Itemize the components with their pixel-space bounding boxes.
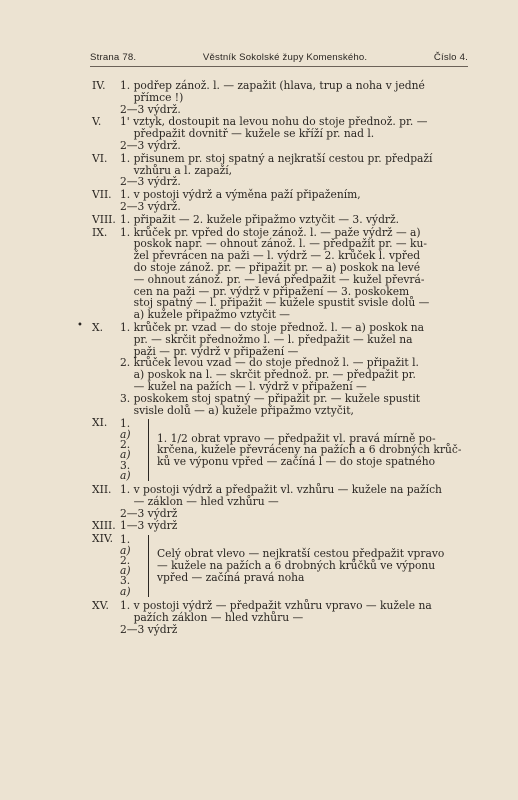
exercise-4: [92, 80, 468, 115]
bracket-mark: a): [120, 584, 131, 598]
bracket-text: [157, 433, 461, 468]
exercise-number: IV.: [92, 79, 106, 92]
exercise-line: — kužele na pažích a 6 drobných krůčků ve výponu: [157, 559, 436, 573]
exercise-line: a) kužele připažmo vztyčit —: [120, 308, 290, 322]
exercise-text: [120, 214, 468, 226]
exercise-line: pr. — skrčit přednožmo l. — l. předpažit — kužel na: [120, 332, 413, 346]
bracket-line: [148, 535, 149, 597]
exercise-line: krčena, kužele převráceny na pažích a 6 drobných krůč-: [157, 443, 462, 457]
exercise-text: [120, 153, 468, 188]
exercise-line: předpažit dovnitř — kužele se kříží pr. nad l.: [120, 127, 375, 141]
exercise-text: [120, 322, 468, 416]
exercise-line: a) poskok na l. — skrčit přednož. pr. — předpažit pr.: [120, 368, 416, 382]
exercise-line: 1. 1/2 obrat vpravo — předpažit vl. pravá mírně po-: [157, 431, 436, 445]
exercise-10: [92, 322, 468, 416]
exercise-line: ků ve výponu vpřed — začíná l — do stoje spatného: [157, 455, 436, 469]
exercise-list: [92, 80, 468, 636]
exercise-line: 1. krůček pr. vpřed do stoje zánož. l. — paže výdrž — a): [120, 225, 421, 239]
exercise-number: XIV.: [92, 532, 114, 546]
exercise-line: přímce !): [120, 90, 184, 104]
bracket-mark: a): [120, 427, 131, 441]
exercise-number: VII.: [92, 188, 112, 202]
exercise-15: [92, 600, 468, 635]
bracket-mark: 3.: [120, 574, 131, 588]
exercise-number: IX.: [92, 225, 108, 239]
bracket-mark: a): [120, 468, 131, 482]
bracket-mark: a): [120, 543, 131, 557]
exercise-line: 2—3 výdrž: [120, 506, 178, 520]
exercise-line: 2—3 výdrž: [120, 622, 178, 636]
exercise-number: VI.: [92, 151, 108, 165]
exercise-line: stoj spatný — l. připažit — kužele spustit svisle dolů —: [120, 296, 430, 310]
exercise-11: [92, 417, 468, 483]
exercise-line: 1. v postoji výdrž a předpažit vl. vzhůru — kužele na pažích: [120, 483, 442, 497]
journal-title: Věstník Sokolské župy Komenského.: [202, 52, 368, 63]
bracket-mark: 1.: [120, 533, 131, 547]
bracket-group: [120, 535, 444, 597]
exercise-line: poskok napr. — ohnout zánož. l. — předpažit pr. — ku-: [120, 237, 427, 251]
bracket-mark: 2.: [120, 437, 131, 451]
bracket-mark: a): [120, 564, 131, 578]
exercise-line: vpřed — začíná pravá noha: [157, 571, 305, 585]
exercise-13: [92, 520, 468, 532]
exercise-line: 2—3 výdrž.: [120, 199, 181, 213]
exercise-line: 1. přisunem pr. stoj spatný a nejkratší cestou pr. předpaží: [120, 151, 433, 165]
exercise-9: [92, 227, 468, 321]
exercise-number: XII.: [92, 483, 112, 497]
exercise-line: — záklon — hled vzhůru —: [120, 494, 279, 508]
exercise-line: 1' vztyk, dostoupit na levou nohu do stoje přednož. pr. —: [120, 115, 428, 129]
exercise-number: XV.: [92, 599, 109, 613]
exercise-line: 1—3 výdrž: [120, 519, 178, 533]
exercise-number: XI.: [92, 416, 108, 430]
exercise-14: [92, 533, 468, 599]
bracket-mark: 2.: [120, 553, 131, 567]
exercise-line: — kužel na pažích — l. výdrž v připažení —: [120, 379, 367, 393]
exercise-text: [120, 189, 468, 213]
bracket-mark: 1.: [120, 417, 131, 431]
page-header: [90, 52, 468, 67]
bracket-mark: 3.: [120, 458, 131, 472]
exercise-8: [92, 214, 468, 226]
exercise-line: 3. poskokem stoj spatný — připažit pr. — kužele spustit: [120, 391, 421, 405]
exercise-line: pažích záklon — hled vzhůru —: [120, 610, 304, 624]
exercise-text: [120, 520, 468, 532]
exercise-number: XIII.: [92, 519, 116, 533]
exercise-line: 2—3 výdrž.: [120, 138, 181, 152]
bracket-mark: a): [120, 448, 131, 462]
issue-number: Číslo 4.: [433, 52, 468, 63]
bracket-marks: [120, 535, 146, 597]
exercise-line: 1. podřep zánož. l. — zapažit (hlava, trup a noha v jedné: [120, 79, 425, 92]
bracket-group: [120, 419, 461, 481]
exercise-line: do stoje zánož. pr. — připažit pr. — a) poskok na levé: [120, 260, 421, 274]
exercise-text: [120, 600, 468, 635]
bracket-marks: [120, 419, 146, 481]
bracket-line: [148, 419, 149, 481]
exercise-line: 2. krůček levou vzad — do stoje přednož l. — připažit l.: [120, 356, 419, 370]
bullet-mark: •: [77, 320, 83, 331]
exercise-text: [120, 484, 468, 519]
exercise-line: paži — pr. výdrž v připažení —: [120, 344, 299, 358]
exercise-line: žel převrácen na paži — l. výdrž — 2. krůček l. vpřed: [120, 249, 421, 263]
exercise-line: 1. v postoji výdrž a výměna paží připažením,: [120, 188, 361, 202]
exercise-line: Celý obrat vlevo — nejkratší cestou předpažit vpravo: [157, 547, 445, 561]
exercise-line: 2—3 výdrž.: [120, 175, 181, 189]
bracket-text: [157, 548, 444, 583]
exercise-line: — ohnout zánož. pr. — levá předpažit — kužel převrá-: [120, 272, 425, 286]
exercise-line: cen na paži — pr. výdrž v připažení — 3. poskokem: [120, 284, 410, 298]
exercise-number: V.: [92, 115, 102, 129]
exercise-text: [120, 80, 468, 115]
exercise-6: [92, 153, 468, 188]
page-number: Strana 78.: [90, 52, 137, 63]
exercise-line: vzhůru a l. zapaží,: [120, 163, 233, 177]
exercise-5: [92, 116, 468, 151]
exercise-text: [120, 227, 468, 321]
exercise-text: [120, 116, 468, 151]
exercise-line: 2—3 výdrž.: [120, 102, 181, 116]
exercise-line: 1. krůček pr. vzad — do stoje přednož. l. — a) poskok na: [120, 320, 424, 334]
exercise-number: VIII.: [92, 212, 116, 226]
exercise-line: 1. v postoji výdrž — předpažit vzhůru vpravo — kužele na: [120, 599, 432, 613]
exercise-12: [92, 484, 468, 519]
exercise-number: X.: [92, 320, 104, 334]
exercise-7: [92, 189, 468, 213]
exercise-line: 1. připažit — 2. kužele připažmo vztyčit — 3. výdrž.: [120, 212, 400, 226]
exercise-line: svisle dolů — a) kužele připažmo vztyčit,: [120, 403, 354, 417]
